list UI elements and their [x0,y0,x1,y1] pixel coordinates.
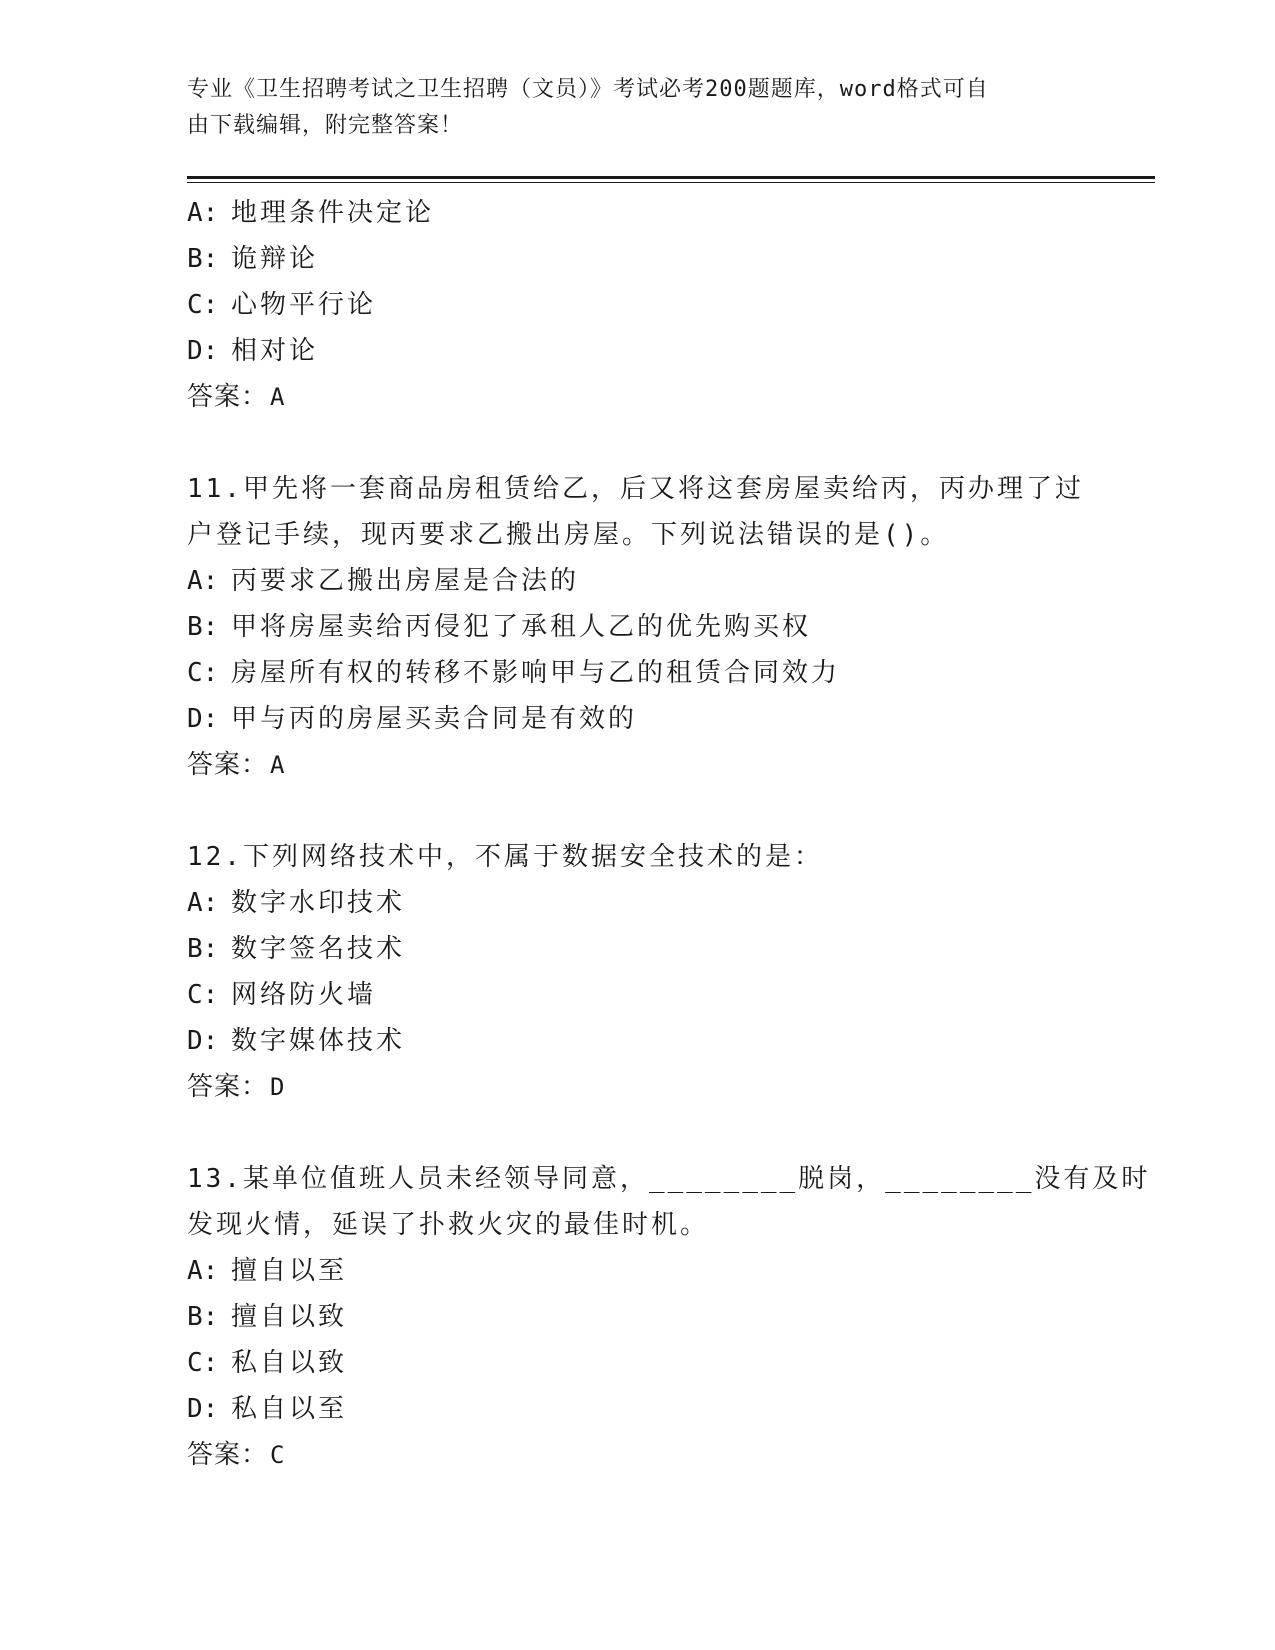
option-label: B: [187,934,219,964]
answer-line [187,1064,1087,1110]
question-12 [187,834,1087,1110]
option-b [187,236,1087,282]
header-divider-thin [187,182,1155,183]
option-text: 地理条件决定论 [231,198,435,228]
option-text: 数字水印技术 [231,888,406,918]
option-b [187,926,1087,972]
question-stem: 发现火情，延误了扑救火灾的最佳时机。 [187,1210,710,1240]
spacer [187,420,1087,466]
option-text: 房屋所有权的转移不影响甲与乙的租赁合同效力 [231,658,841,688]
question-13 [187,1156,1151,1478]
answer-label: 答案： [187,1440,269,1470]
option-a [187,1248,1087,1294]
option-d [187,696,1087,742]
option-c [187,282,1087,328]
header-line-2: 由下载编辑，附完整答案！ [187,113,464,138]
answer-line [187,742,1087,788]
option-label: D: [187,1026,219,1056]
option-label: C: [187,658,219,688]
option-text: 甲与丙的房屋买卖合同是有效的 [231,704,638,734]
option-label: A: [187,1256,219,1286]
option-label: B: [187,612,219,642]
option-label: C: [187,1348,219,1378]
question-10-continued [187,190,1087,420]
option-c [187,1340,1087,1386]
option-a [187,558,1087,604]
option-c [187,972,1087,1018]
option-text: 相对论 [231,336,319,366]
option-a [187,880,1087,926]
option-d [187,1386,1087,1432]
answer-value: A [270,751,286,779]
question-stem: 户登记手续，现丙要求乙搬出房屋。下列说法错误的是()。 [187,520,950,550]
spacer [187,1110,1087,1156]
question-11 [187,466,1087,788]
option-label: A: [187,888,219,918]
option-text: 私自以致 [231,1348,348,1378]
answer-label: 答案： [187,1072,269,1102]
question-stem: 13.某单位值班人员未经领导同意，________脱岗，________没有及时 [187,1164,1151,1194]
option-label: C: [187,980,219,1010]
option-a [187,190,1087,236]
option-text: 私自以至 [231,1394,348,1424]
answer-label: 答案： [187,750,269,780]
question-list [187,190,1151,1478]
option-label: A: [187,198,219,228]
question-stem: 11.甲先将一套商品房租赁给乙，后又将这套房屋卖给丙，丙办理了过 [187,474,1084,504]
option-text: 甲将房屋卖给丙侵犯了承租人乙的优先购买权 [231,612,812,642]
option-text: 心物平行论 [231,290,377,320]
answer-value: D [270,1073,286,1101]
option-text: 擅自以至 [231,1256,348,1286]
answer-line [187,1432,1087,1478]
option-text: 数字媒体技术 [231,1026,406,1056]
option-b [187,604,1087,650]
option-d [187,1018,1087,1064]
answer-label: 答案： [187,382,269,412]
option-d [187,328,1087,374]
option-text: 丙要求乙搬出房屋是合法的 [231,566,580,596]
option-label: D: [187,1394,219,1424]
option-c [187,650,1087,696]
option-label: B: [187,244,219,274]
option-label: B: [187,1302,219,1332]
answer-line [187,374,1087,420]
option-text: 擅自以致 [231,1302,348,1332]
option-label: D: [187,704,219,734]
spacer [187,788,1087,834]
answer-value: A [270,383,286,411]
document-header [187,72,1067,144]
header-line-1: 专业《卫生招聘考试之卫生招聘（文员）》考试必考200题题库，word格式可自 [187,77,989,102]
option-label: A: [187,566,219,596]
option-text: 网络防火墙 [231,980,377,1010]
header-divider-thick [187,176,1155,179]
question-stem: 12.下列网络技术中，不属于数据安全技术的是： [187,842,823,872]
option-b [187,1294,1087,1340]
option-text: 诡辩论 [231,244,319,274]
option-text: 数字签名技术 [231,934,406,964]
option-label: C: [187,290,219,320]
option-label: D: [187,336,219,366]
answer-value: C [270,1441,286,1469]
